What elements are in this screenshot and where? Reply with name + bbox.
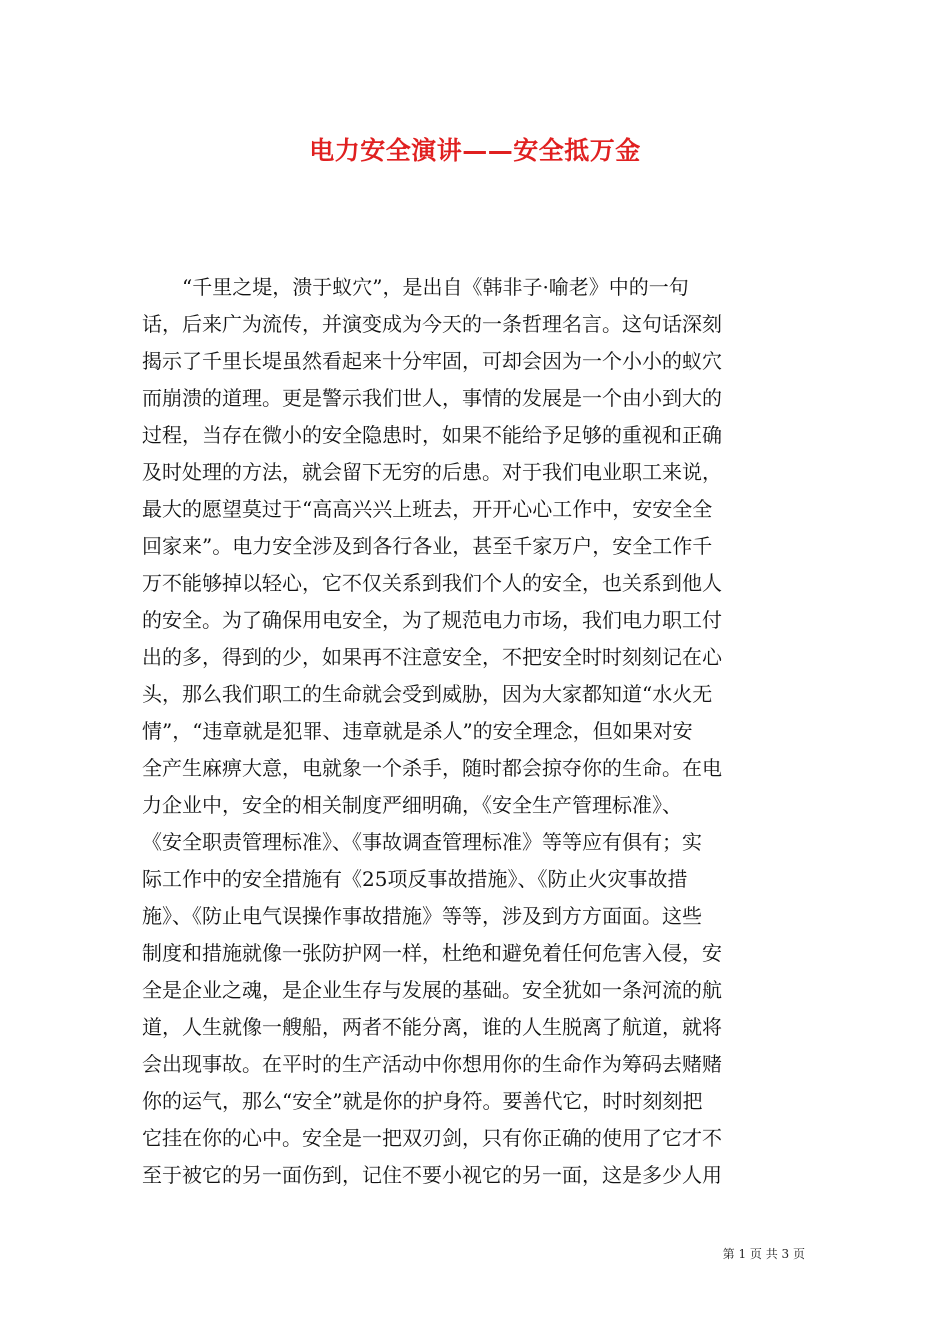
body-line: 力企业中，安全的相关制度严细明确，《安全生产管理标准》、 [142,793,682,817]
body-line: 回家来”。电力安全涉及到各行各业，甚至千家万户，安全工作千 [142,534,713,558]
body-line: 揭示了千里长堤虽然看起来十分牢固，可却会因为一个小小的蚁穴 [142,349,722,373]
page-number-footer: 第 1 页 共 3 页 [722,1247,805,1261]
body-line: 全是企业之魂，是企业生存与发展的基础。安全犹如一条河流的航 [142,978,722,1002]
document-body [142,269,807,1194]
body-line: 情”，“违章就是犯罪、违章就是杀人”的安全理念，但如果对安 [142,719,693,743]
document-title: 电力安全演讲——安全抵万金 [309,136,641,165]
body-line: “千里之堤，溃于蚁穴”，是出自《韩非子·喻老》中的一句 [142,275,689,299]
body-line: 会出现事故。在平时的生产活动中你想用你的生命作为筹码去赌赌 [142,1052,722,1076]
body-line: 过程，当存在微小的安全隐患时，如果不能给予足够的重视和正确 [142,423,722,447]
body-line: 头，那么我们职工的生命就会受到威胁，因为大家都知道“水火无 [142,682,713,706]
body-line: 《安全职责管理标准》、《事故调查管理标准》等等应有俱有；实 [142,830,702,854]
body-line: 话，后来广为流传，并演变成为今天的一条哲理名言。这句话深刻 [142,312,722,336]
body-line: 制度和措施就像一张防护网一样，杜绝和避免着任何危害入侵，安 [142,941,722,965]
body-line: 而崩溃的道理。更是警示我们世人，事情的发展是一个由小到大的 [142,386,722,410]
body-line: 出的多，得到的少，如果再不注意安全，不把安全时时刻刻记在心 [142,645,722,669]
body-line: 的安全。为了确保用电安全，为了规范电力市场，我们电力职工付 [142,608,722,632]
body-line: 你的运气，那么“安全”就是你的护身符。要善代它，时时刻刻把 [142,1089,703,1113]
body-line: 它挂在你的心中。安全是一把双刃剑，只有你正确的使用了它才不 [142,1126,722,1150]
body-line: 及时处理的方法，就会留下无穷的后患。对于我们电业职工来说， [142,460,722,484]
body-line: 万不能够掉以轻心，它不仅关系到我们个人的安全，也关系到他人 [142,571,722,595]
body-line: 施》、《防止电气误操作事故措施》等等，涉及到方方面面。这些 [142,904,702,928]
body-line: 至于被它的另一面伤到，记住不要小视它的另一面，这是多少人用 [142,1163,722,1187]
body-line: 际工作中的安全措施有《25项反事故措施》、《防止火灾事故措 [142,867,688,891]
body-line: 全产生麻痹大意，电就象一个杀手，随时都会掠夺你的生命。在电 [142,756,722,780]
body-line: 最大的愿望莫过于“高高兴兴上班去，开开心心工作中，安安全全 [142,497,713,521]
body-line: 道，人生就像一艘船，两者不能分离，谁的人生脱离了航道，就将 [142,1015,722,1039]
